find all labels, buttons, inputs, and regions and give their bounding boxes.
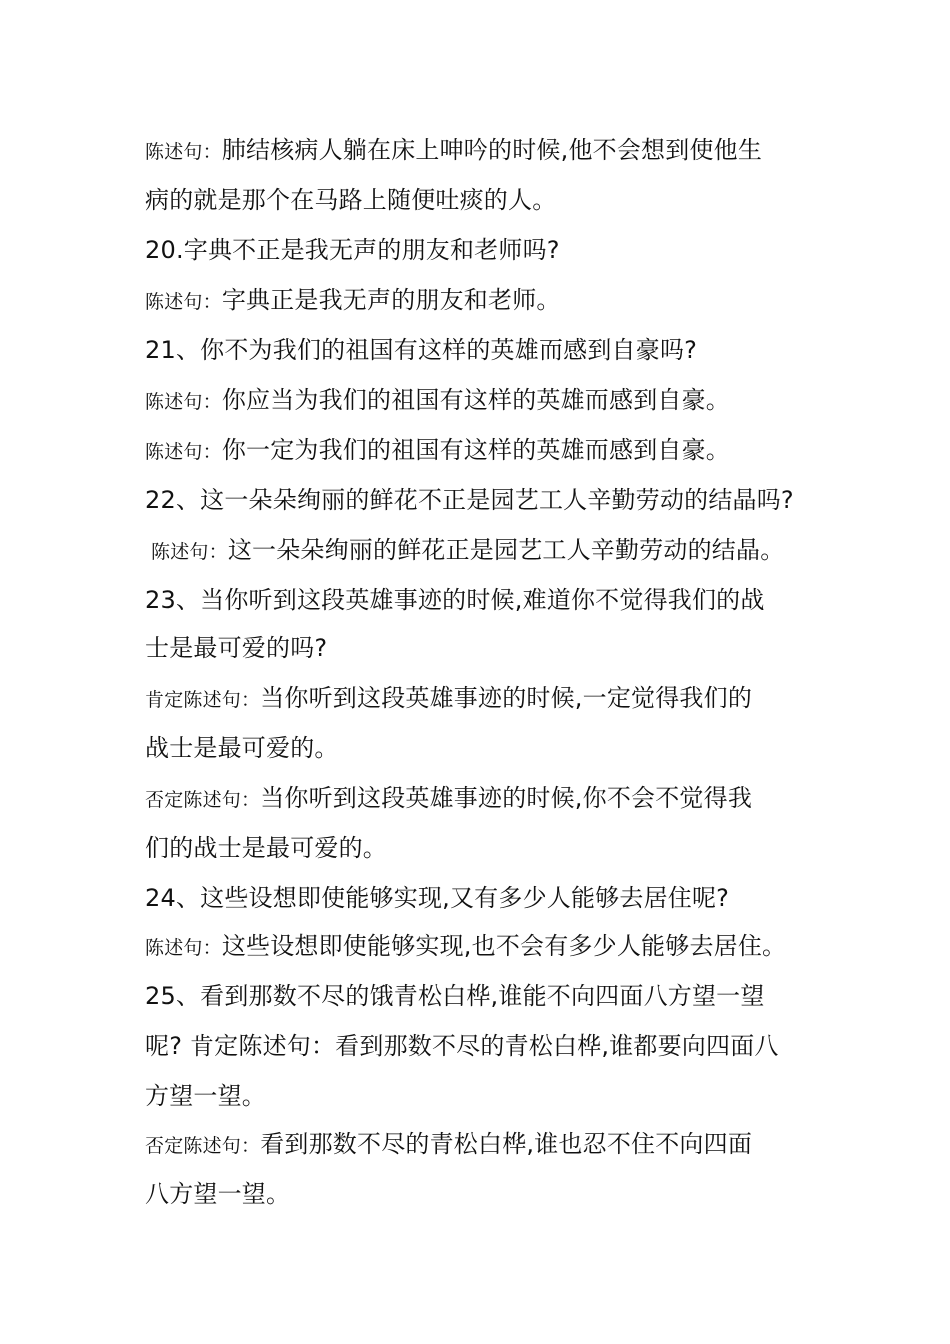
line-label: 否定陈述句： <box>145 1135 261 1157</box>
text-line <box>145 783 752 815</box>
text-line <box>145 435 730 467</box>
line-label: 陈述句： <box>145 391 222 413</box>
line-text: 看到那数不尽的青松白桦,谁也忍不住不向四面 <box>260 1130 753 1158</box>
line-text: 22、这一朵朵绚丽的鲜花不正是园艺工人辛勤劳动的结晶吗? <box>145 486 794 514</box>
text-line <box>145 1129 752 1161</box>
text-line <box>145 485 794 517</box>
line-label: 否定陈述句： <box>145 789 261 811</box>
line-text: 20.字典不正是我无声的朋友和老师吗? <box>145 236 560 264</box>
line-text: 方望一望。 <box>145 1082 266 1110</box>
text-line <box>145 981 765 1013</box>
text-line <box>145 1081 266 1113</box>
text-line <box>145 135 762 167</box>
line-text: 战士是最可爱的。 <box>145 734 339 762</box>
text-line <box>145 285 561 317</box>
line-label: 肯定陈述句： <box>145 689 261 711</box>
line-text: 们的战士是最可爱的。 <box>145 834 387 862</box>
line-text: 当你听到这段英雄事迹的时候,你不会不觉得我 <box>260 784 753 812</box>
text-line <box>145 1031 779 1063</box>
line-text: 呢? 肯定陈述句：看到那数不尽的青松白桦,谁都要向四面八 <box>145 1032 779 1060</box>
line-text: 24、这些设想即使能够实现,又有多少人能够去居住呢? <box>145 884 730 912</box>
line-text: 21、你不为我们的祖国有这样的英雄而感到自豪吗? <box>145 336 698 364</box>
text-line <box>145 1179 290 1211</box>
line-label: 陈述句： <box>145 441 222 463</box>
line-text: 你一定为我们的祖国有这样的英雄而感到自豪。 <box>221 436 731 464</box>
line-text: 字典正是我无声的朋友和老师。 <box>221 286 561 314</box>
text-line <box>145 385 730 417</box>
line-text: 肺结核病人躺在床上呻吟的时候,他不会想到使他生 <box>221 136 763 164</box>
text-line <box>145 633 327 665</box>
line-text: 这一朵朵绚丽的鲜花正是园艺工人辛勤劳动的结晶。 <box>227 536 785 564</box>
text-line <box>145 733 339 765</box>
line-text: 当你听到这段英雄事迹的时候,一定觉得我们的 <box>260 684 753 712</box>
text-line <box>145 235 560 267</box>
text-line <box>151 535 784 567</box>
line-text: 这些设想即使能够实现,也不会有多少人能够去居住。 <box>221 932 787 960</box>
line-label: 陈述句： <box>145 937 222 959</box>
text-line <box>145 931 786 963</box>
text-line <box>145 833 387 865</box>
line-label: 陈述句： <box>145 291 222 313</box>
line-text: 25、看到那数不尽的饿青松白桦,谁能不向四面八方望一望 <box>145 982 765 1010</box>
line-text: 23、当你听到这段英雄事迹的时候,难道你不觉得我们的战 <box>145 586 765 614</box>
line-text: 你应当为我们的祖国有这样的英雄而感到自豪。 <box>221 386 731 414</box>
text-line <box>145 585 765 617</box>
line-text: 八方望一望。 <box>145 1180 291 1208</box>
line-label: 陈述句： <box>151 541 228 563</box>
text-line <box>145 683 752 715</box>
text-line <box>145 335 697 367</box>
line-label: 陈述句： <box>145 141 222 163</box>
text-line <box>145 185 556 217</box>
text-line <box>145 883 729 915</box>
line-text: 士是最可爱的吗? <box>145 634 328 662</box>
line-text: 病的就是那个在马路上随便吐痰的人。 <box>145 186 557 214</box>
